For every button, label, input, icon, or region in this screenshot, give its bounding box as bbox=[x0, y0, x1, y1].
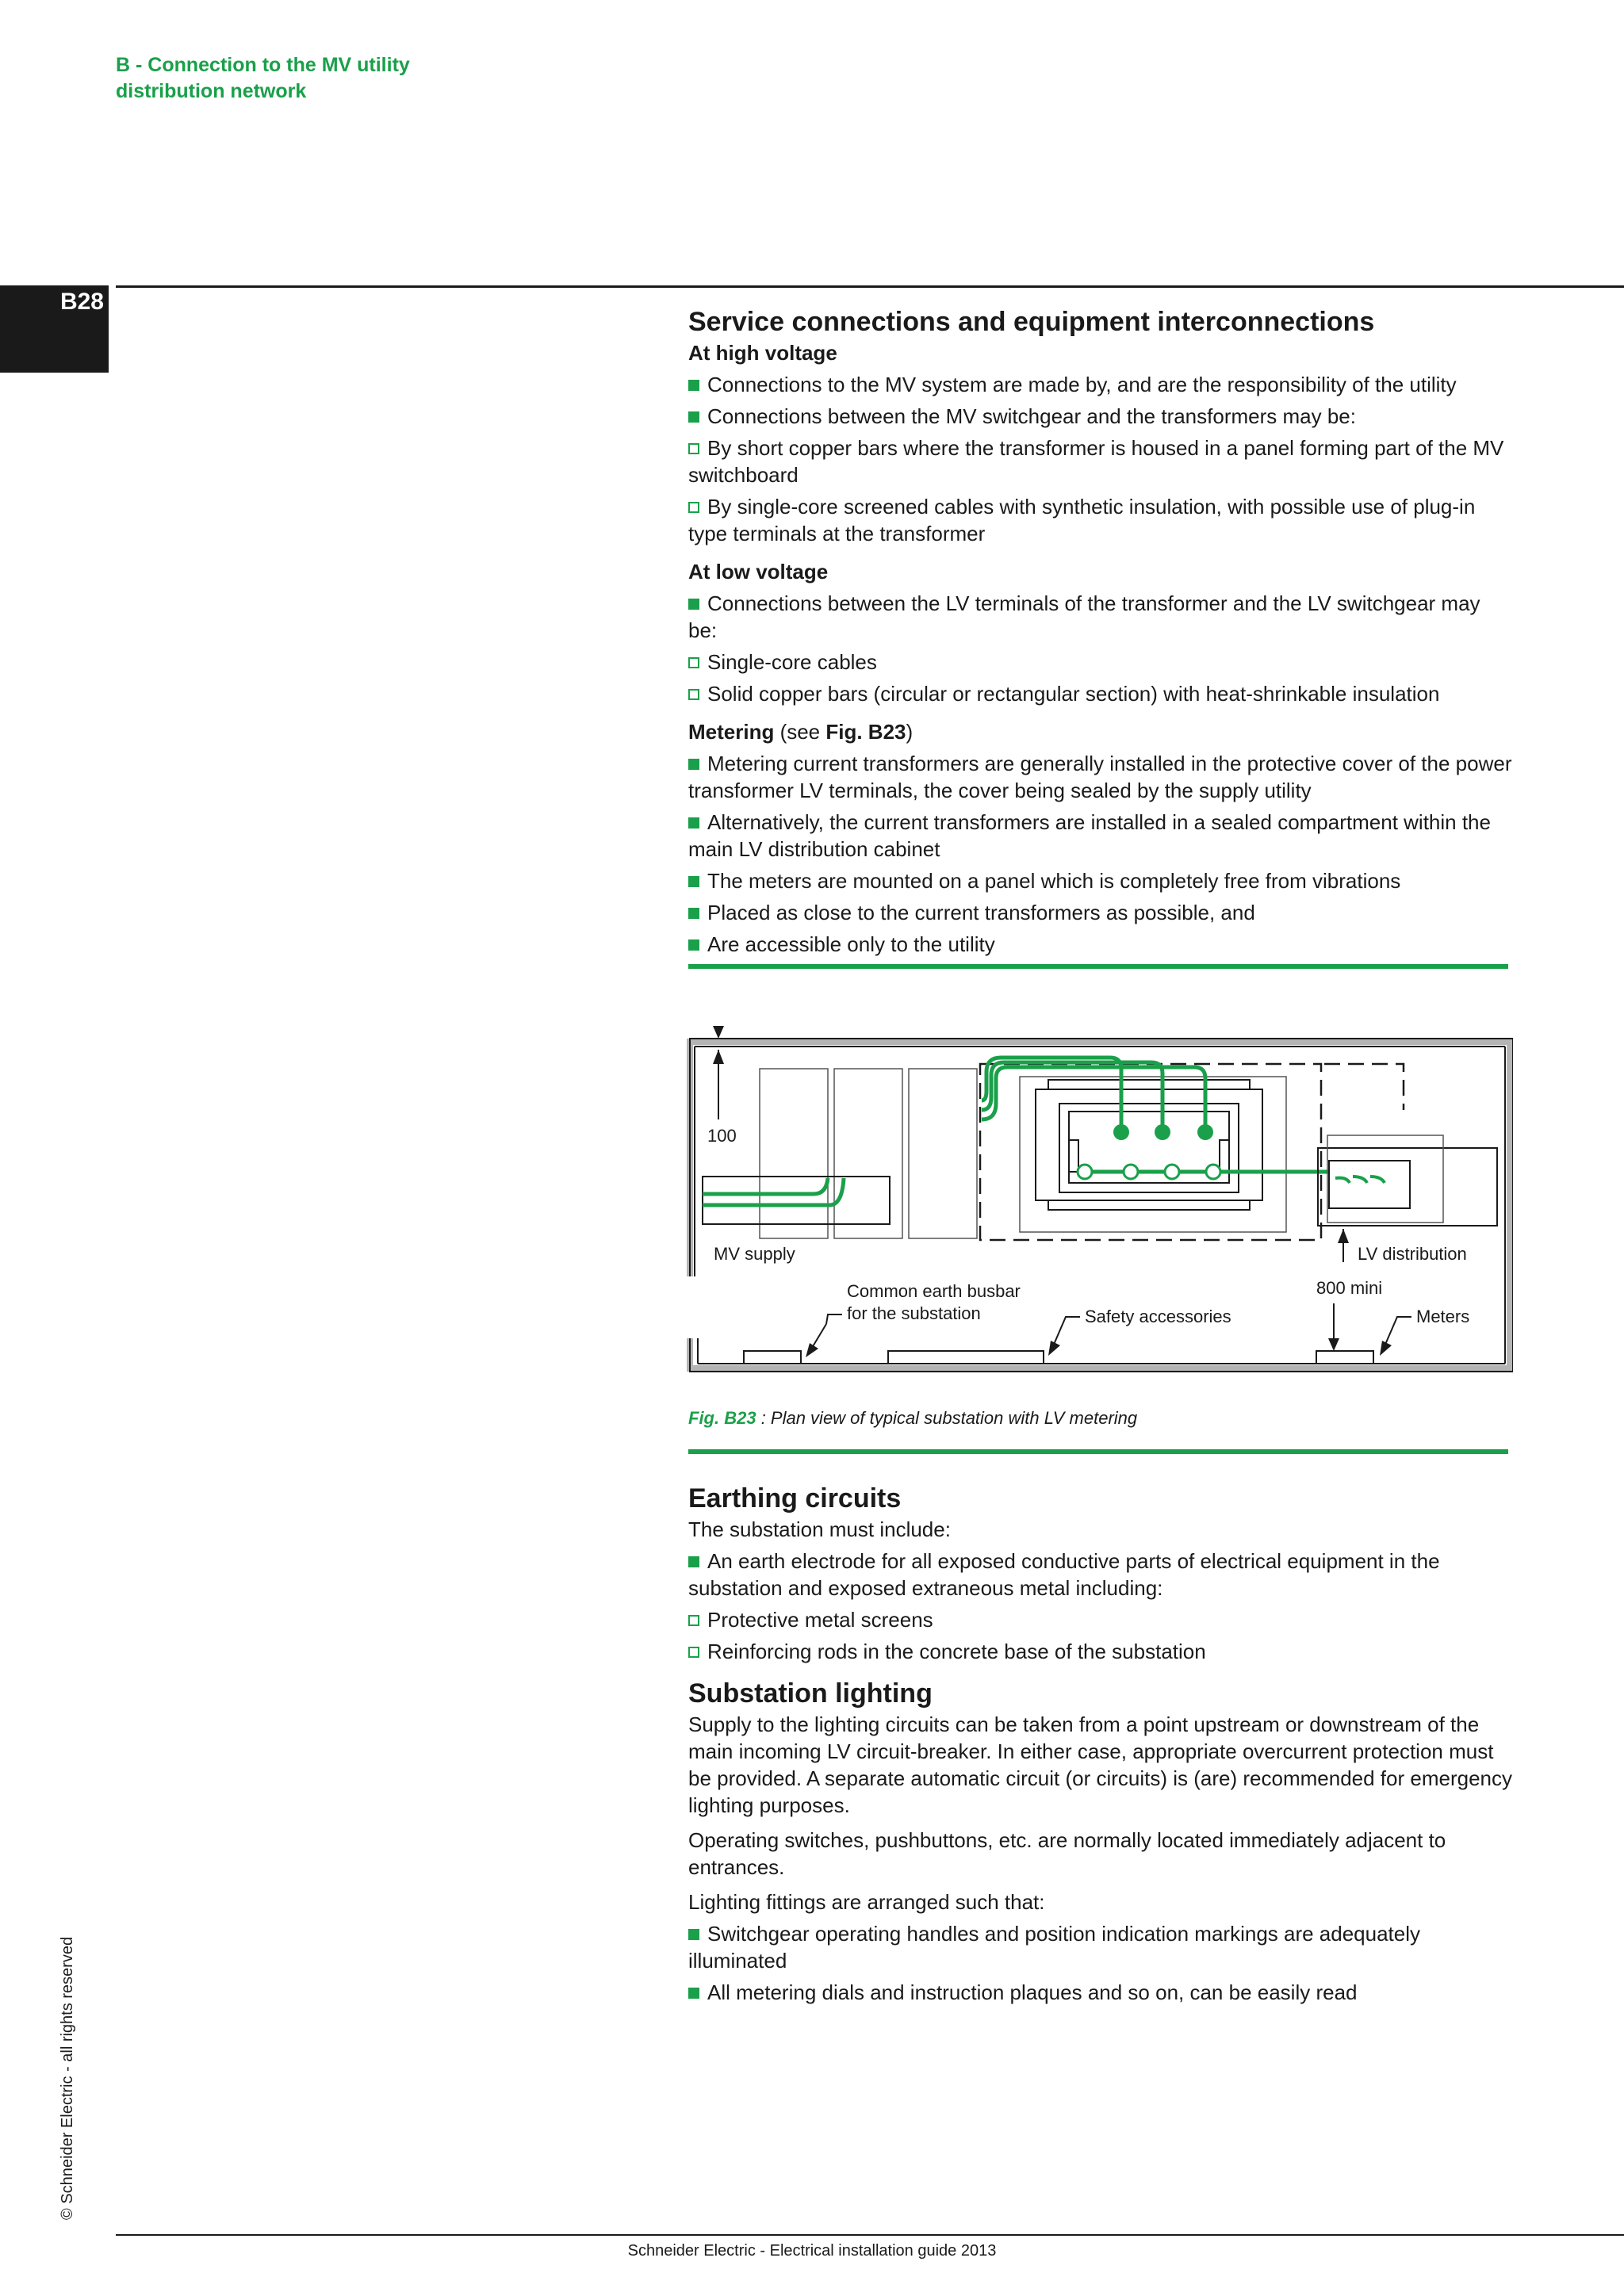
dimension-arrow-icon bbox=[713, 1050, 724, 1064]
mv-supply-trench bbox=[703, 1177, 890, 1224]
safety-accessories bbox=[888, 1351, 1044, 1364]
mv-supply-label: MV supply bbox=[714, 1244, 795, 1264]
metering-item: Are accessible only to the utility bbox=[688, 931, 1513, 958]
lighting-item: All metering dials and instruction plaques and so on, can be easily read bbox=[688, 1979, 1513, 2006]
earth-busbar bbox=[744, 1351, 801, 1364]
pointer-arrow-icon bbox=[1380, 1341, 1392, 1356]
hv-subitem: By short copper bars where the transformer is housed in a panel forming part of the MV switchboard bbox=[688, 436, 1504, 487]
mv-panel bbox=[834, 1069, 902, 1238]
filled-square-bullet-icon bbox=[688, 599, 699, 610]
hv-item: Connections between the MV switchgear and the transformers may be: bbox=[688, 403, 1513, 430]
filled-square-bullet-icon bbox=[688, 380, 699, 391]
lighting-paragraph: Supply to the lighting circuits can be taken from a point upstream or downstream of the main incoming LV circuit-breaker. In either case, appropriate overcurrent protection must be provided. A separate automatic circuit (or circuits) is (are) recommended for emergency lighting purposes. bbox=[688, 1712, 1512, 1817]
metering-item: Alternatively, the current transformers are installed in a sealed compartment within the main LV distribution cabinet bbox=[688, 810, 1491, 861]
earthing-item: An earth electrode for all exposed conductive parts of electrical equipment in the substation and exposed extraneous metal including: bbox=[688, 1549, 1440, 1600]
open-square-bullet-icon bbox=[688, 443, 699, 454]
open-square-bullet-icon bbox=[688, 657, 699, 668]
figure-bottom-rule bbox=[688, 1449, 1508, 1454]
metering-heading-line: Metering (see Fig. B23) bbox=[688, 720, 914, 744]
filled-square-bullet-icon bbox=[688, 876, 699, 887]
service-section bbox=[688, 304, 1513, 958]
open-square-bullet-icon bbox=[688, 502, 699, 513]
mini-800-label: 800 mini bbox=[1316, 1278, 1383, 1298]
chapter-title-line1: B - Connection to the MV utility bbox=[116, 54, 410, 76]
lighting-title: Substation lighting bbox=[688, 1678, 933, 1709]
lv-heading: At low voltage bbox=[688, 560, 829, 584]
open-square-bullet-icon bbox=[688, 689, 699, 700]
page-number-tab: B28 bbox=[0, 285, 109, 373]
metering-heading: Metering bbox=[688, 720, 775, 744]
filled-square-bullet-icon bbox=[688, 908, 699, 919]
lighting-item: Switchgear operating handles and position indication markings are adequately illuminated bbox=[688, 1922, 1421, 1973]
dimension-arrow-icon bbox=[1338, 1229, 1349, 1243]
pointer-arrow-icon bbox=[1048, 1341, 1060, 1356]
open-square-bullet-icon bbox=[688, 1615, 699, 1626]
lv-terminal-icon bbox=[1078, 1165, 1092, 1179]
safety-accessories-label: Safety accessories bbox=[1085, 1307, 1231, 1326]
footer-rule bbox=[116, 2234, 1624, 2236]
filled-square-bullet-icon bbox=[688, 1556, 699, 1567]
open-square-bullet-icon bbox=[688, 1647, 699, 1658]
filled-square-bullet-icon bbox=[688, 411, 699, 423]
lighting-paragraph: Operating switches, pushbuttons, etc. are normally located immediately adjacent to entrances. bbox=[688, 1828, 1446, 1879]
earth-busbar-label-line1: Common earth busbar bbox=[847, 1281, 1021, 1301]
substation-plan-figure bbox=[687, 1015, 1513, 1380]
lv-terminal-icon bbox=[1124, 1165, 1138, 1179]
hv-item: Connections to the MV system are made by, and are the responsibility of the utility bbox=[688, 371, 1513, 398]
footer-text: Schneider Electric - Electrical installation guide 2013 bbox=[627, 2242, 997, 2260]
metering-item: Metering current transformers are generally installed in the protective cover of the power transformer LV terminals, the cover being sealed by the supply utility bbox=[688, 752, 1512, 802]
figure-top-rule bbox=[688, 964, 1508, 969]
filled-square-bullet-icon bbox=[688, 759, 699, 770]
hv-bushing-icon bbox=[1155, 1124, 1170, 1140]
substation-plan-diagram bbox=[687, 1015, 1513, 1380]
lv-distribution-label: LV distribution bbox=[1358, 1244, 1467, 1264]
earthing-subitem: Protective metal screens bbox=[688, 1606, 1513, 1633]
filled-square-bullet-icon bbox=[688, 817, 699, 828]
metering-figure-link[interactable]: Fig. B23 bbox=[825, 720, 906, 744]
mv-panel bbox=[909, 1069, 977, 1238]
lv-terminal-icon bbox=[1165, 1165, 1179, 1179]
lighting-paragraph: Lighting fittings are arranged such that: bbox=[688, 1890, 1045, 1914]
lv-terminal-icon bbox=[1206, 1165, 1220, 1179]
hv-subitem: By single-core screened cables with synthetic insulation, with possible use of plug-in type terminals at the transformer bbox=[688, 495, 1476, 545]
filled-square-bullet-icon bbox=[688, 939, 699, 951]
mv-supply-cable bbox=[703, 1178, 844, 1205]
metering-item: Placed as close to the current transformers as possible, and bbox=[688, 899, 1513, 926]
top-rule bbox=[116, 285, 1624, 288]
earthing-subitem: Reinforcing rods in the concrete base of the substation bbox=[688, 1638, 1513, 1665]
hv-bushing-icon bbox=[1113, 1124, 1129, 1140]
figure-caption-ref: Fig. B23 bbox=[688, 1408, 756, 1428]
meters-label: Meters bbox=[1416, 1307, 1470, 1326]
lv-subitem: Single-core cables bbox=[688, 649, 1513, 675]
figure-caption-text: : Plan view of typical substation with LV metering bbox=[756, 1408, 1138, 1428]
filled-square-bullet-icon bbox=[688, 1988, 699, 1999]
dimension-100-label: 100 bbox=[707, 1126, 737, 1146]
figure-caption bbox=[688, 1408, 1137, 1429]
earthing-title: Earthing circuits bbox=[688, 1483, 902, 1513]
earthing-intro: The substation must include: bbox=[688, 1517, 951, 1541]
chapter-title-line2: distribution network bbox=[116, 80, 307, 102]
meters-panel bbox=[1316, 1351, 1373, 1364]
filled-square-bullet-icon bbox=[688, 1929, 699, 1940]
lv-item: Connections between the LV terminals of the transformer and the LV switchgear may be: bbox=[688, 591, 1480, 642]
pointer-arrow-icon bbox=[806, 1343, 818, 1357]
earthing-lighting-section bbox=[688, 1481, 1513, 2006]
dimension-arrow-icon bbox=[1328, 1338, 1339, 1351]
copyright-notice: © Schneider Electric - all rights reserved bbox=[59, 1936, 76, 2220]
hv-heading: At high voltage bbox=[688, 341, 837, 365]
chapter-title bbox=[116, 52, 592, 105]
metering-item: The meters are mounted on a panel which is completely free from vibrations bbox=[688, 867, 1513, 894]
lv-subitem: Solid copper bars (circular or rectangular section) with heat-shrinkable insulation bbox=[688, 680, 1513, 707]
service-title: Service connections and equipment interconnections bbox=[688, 307, 1375, 337]
earth-busbar-label-line2: for the substation bbox=[847, 1303, 981, 1323]
mv-panel bbox=[760, 1069, 828, 1238]
hv-bushing-icon bbox=[1197, 1124, 1213, 1140]
